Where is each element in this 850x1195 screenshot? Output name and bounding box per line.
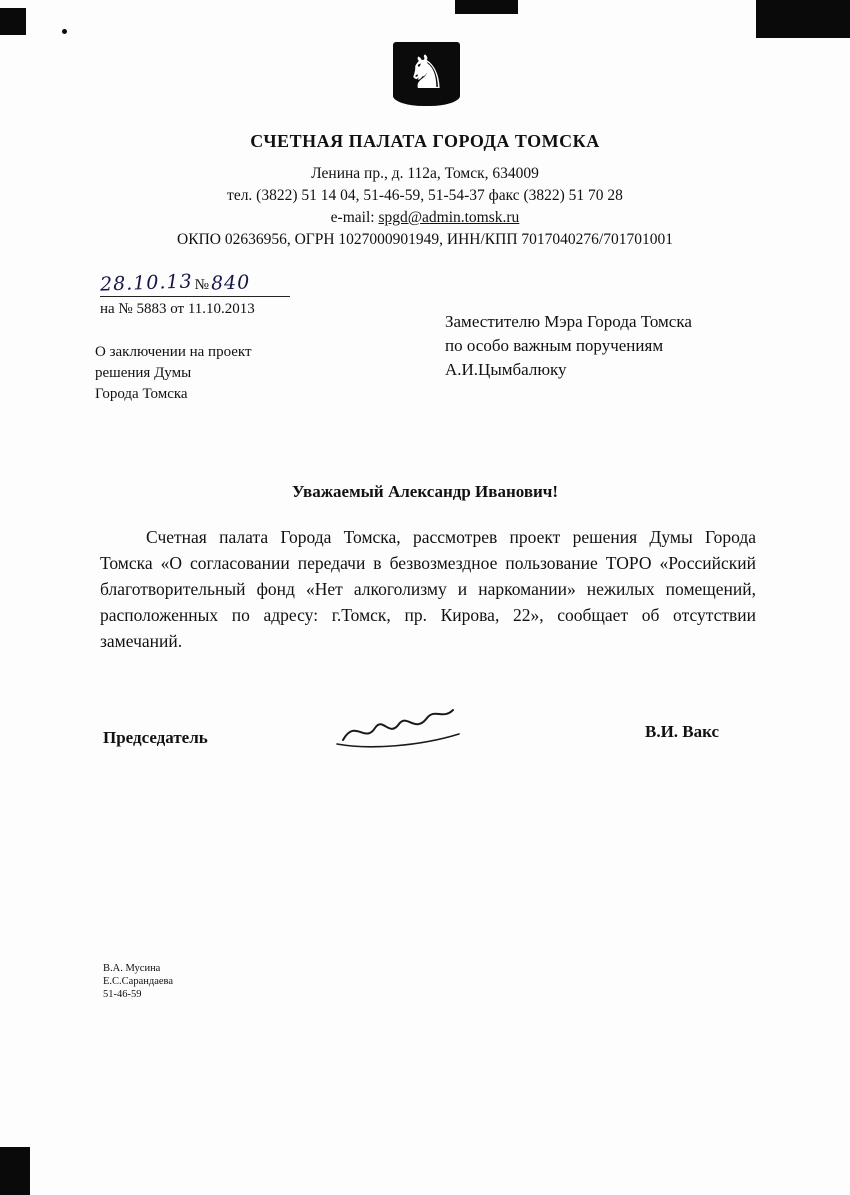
scan-artifact-top-center [455, 0, 518, 14]
subject-line-2: решения Думы [95, 365, 192, 381]
white-horse-icon: ♞ [405, 45, 448, 99]
incoming-reference-line: на № 5883 от 11.10.2013 [100, 301, 255, 317]
letterhead-contact-block [0, 163, 850, 251]
handwritten-date: 28.10.13 [99, 270, 193, 296]
recipient-line-2: по особо важным поручениям [445, 336, 664, 355]
executor-phone: 51-46-59 [103, 989, 142, 1000]
recipient-line-3: А.И.Цымбалюку [445, 360, 567, 379]
signer-position: Председатель [103, 728, 208, 747]
org-email-line [0, 207, 850, 229]
executor-name-2: Е.С.Сарандаева [103, 976, 174, 987]
outgoing-reference-line [100, 272, 290, 297]
signer-name: В.И. Вакс [645, 722, 720, 741]
organization-name: СЧЕТНАЯ ПАЛАТА ГОРОДА ТОМСКА [250, 131, 600, 151]
tomsk-coat-of-arms [393, 42, 460, 106]
executor-name-1: В.А. Мусина [103, 963, 161, 974]
handwritten-signature [335, 700, 475, 755]
email-label: e-mail: [330, 209, 379, 226]
email-address: spgd@admin.tomsk.ru [378, 209, 520, 226]
recipient-line-1: Заместителю Мэра Города Томска [445, 312, 692, 331]
org-address: Ленина пр., д. 112а, Томск, 634009 [311, 165, 539, 182]
salutation: Уважаемый Александр Иванович! [291, 482, 559, 501]
recipient-block [445, 310, 692, 382]
subject-block [95, 342, 252, 405]
org-phones: тел. (3822) 51 14 04, 51-46-59, 51-54-37 факс (3822) 51 70 28 [227, 187, 623, 204]
executors-block [103, 962, 173, 1001]
subject-line-1: О заключении на проект [95, 344, 252, 360]
handwritten-number: 840 [210, 271, 251, 295]
org-registration-codes: ОКПО 02636956, ОГРН 1027000901949, ИНН/КПП 7017040276/701701001 [177, 231, 673, 248]
number-sign: № [194, 277, 209, 293]
scan-artifact-top-left [0, 8, 26, 35]
scan-artifact-top-right [756, 0, 850, 38]
scan-artifact-bottom-left [0, 1147, 30, 1195]
scan-artifact-dot [62, 29, 67, 34]
subject-line-3: Города Томска [95, 386, 188, 402]
body-paragraph: Счетная палата Города Томска, рассмотрев проект решения Думы Города Томска «О согласовании передачи в безвозмездное пользование ТОРО «Российский благотворительный фонд «Нет алкоголизму и наркомании» нежилых помещений, расположенных по адресу: г.Томск, пр. Кирова, 22», сообщает об отсутствии замечаний. [100, 527, 756, 651]
